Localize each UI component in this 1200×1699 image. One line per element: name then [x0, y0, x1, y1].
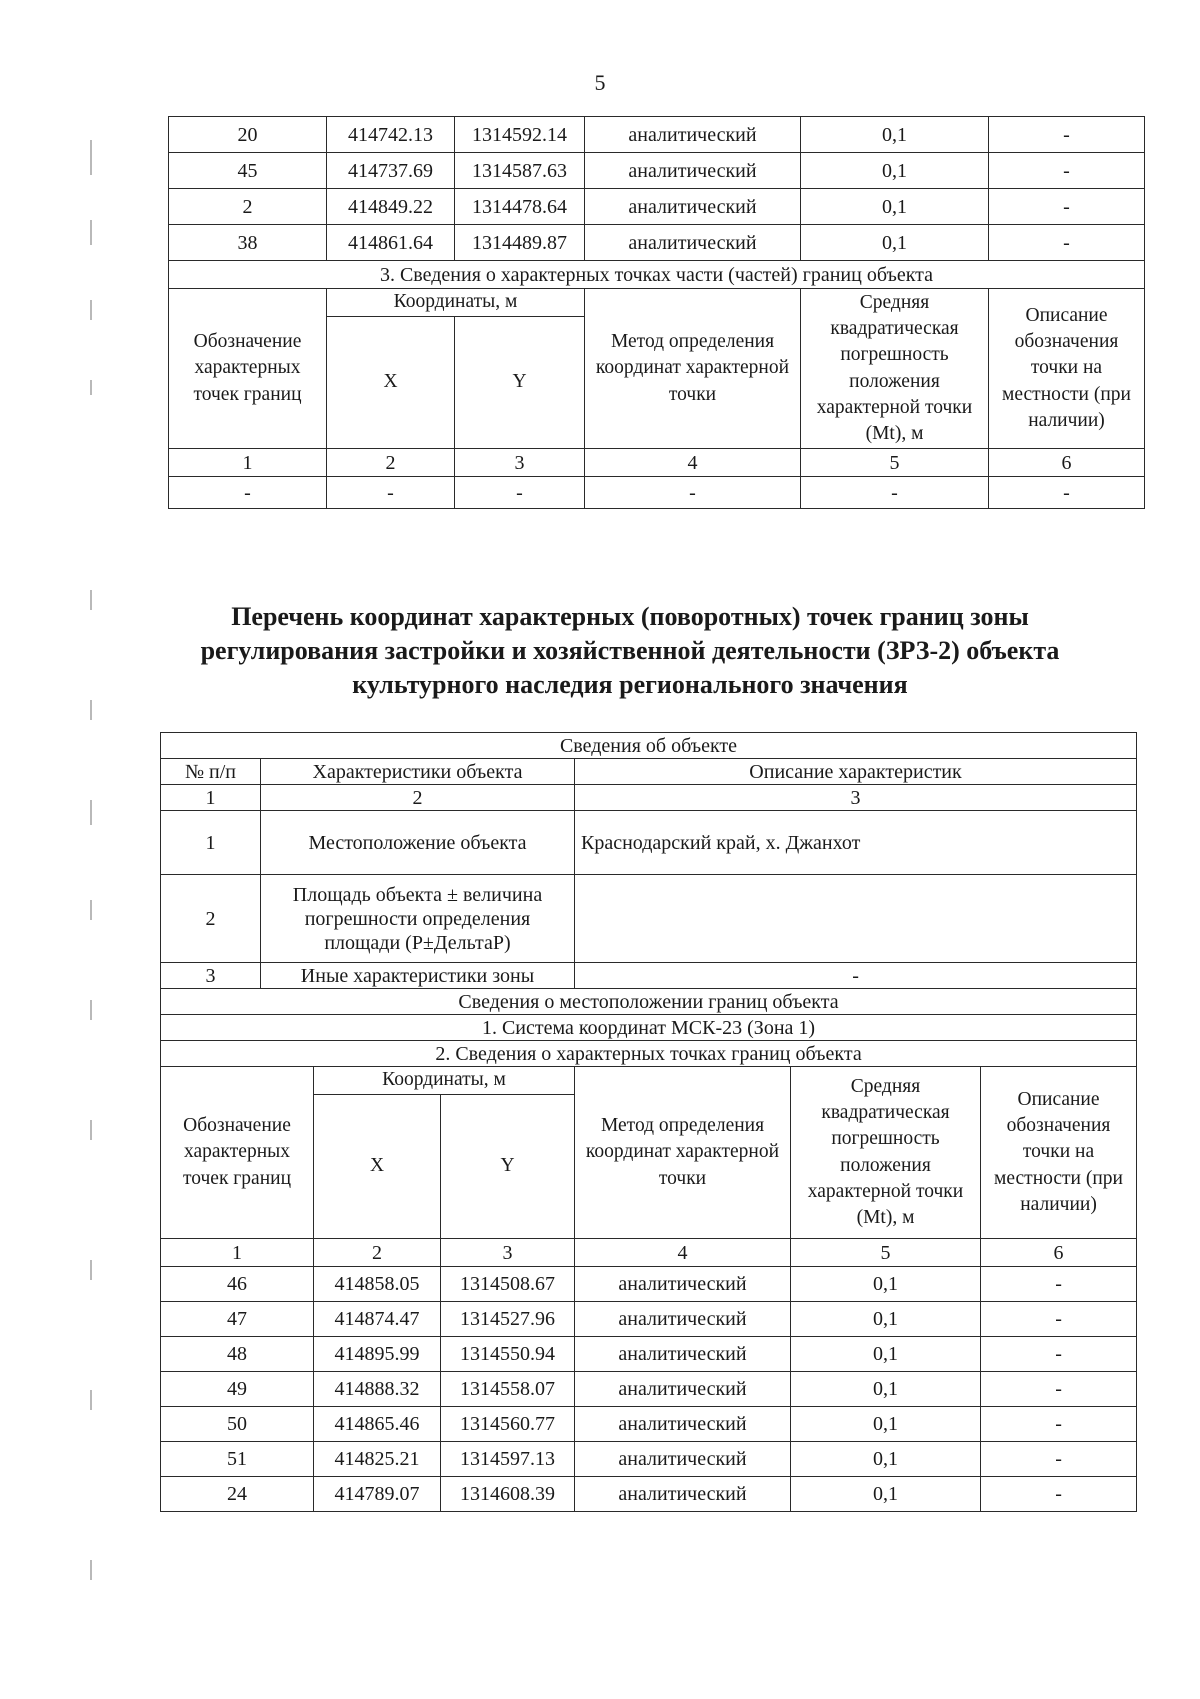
document-title: Перечень координат характерных (поворотных) точек границ зоны регулирования застройки и хозяйственной деятельности (ЗРЗ-2) объекта культурного наследия регионального значения [200, 602, 1060, 699]
margin-mark [90, 300, 92, 320]
coord-x: 414789.07 [314, 1477, 441, 1512]
header-row [161, 1067, 1137, 1095]
section-title: 3. Сведения о характерных точках части (частей) границ объекта [169, 261, 1145, 289]
column-number-row [161, 1239, 1137, 1267]
column-number: 4 [575, 1239, 791, 1267]
point-id: 47 [161, 1302, 314, 1337]
mt-value: 0,1 [791, 1442, 981, 1477]
header-no: № п/п [161, 759, 261, 785]
header-row [161, 759, 1137, 785]
margin-mark [90, 220, 92, 245]
column-number: 1 [161, 1239, 314, 1267]
column-number: 5 [791, 1239, 981, 1267]
column-number: 6 [981, 1239, 1137, 1267]
characteristic-value: - [575, 963, 1137, 989]
header-point: Обозначение характерных точек границ [161, 1067, 314, 1239]
column-number: 2 [314, 1239, 441, 1267]
description: - [989, 117, 1145, 153]
coord-x: 414858.05 [314, 1267, 441, 1302]
table-row [169, 477, 1145, 509]
point-id: 45 [169, 153, 327, 189]
table-row [169, 153, 1145, 189]
column-number: 3 [575, 785, 1137, 811]
table-row [161, 1442, 1137, 1477]
column-number: 6 [989, 449, 1145, 477]
coord-y: 1314550.94 [441, 1337, 575, 1372]
description: - [981, 1267, 1137, 1302]
header-method: Метод определения координат характерной точки [575, 1067, 791, 1239]
row-no: 3 [161, 963, 261, 989]
margin-mark [90, 800, 92, 825]
header-desc: Описание обозначения точки на местности (при наличии) [981, 1067, 1137, 1239]
empty-cell: - [989, 477, 1145, 509]
header-coords: Координаты, м [327, 289, 585, 317]
characteristic-value [575, 875, 1137, 963]
point-id: 24 [161, 1477, 314, 1512]
section-title-row [161, 1015, 1137, 1041]
object-info-table [160, 732, 1137, 1512]
header-mt: Средняя квадратическая погрешность положения характерной точки (Mt), м [801, 289, 989, 449]
coord-y: 1314527.96 [441, 1302, 575, 1337]
column-number-row [161, 785, 1137, 811]
empty-cell: - [801, 477, 989, 509]
table-row [161, 1302, 1137, 1337]
table-row [161, 1407, 1137, 1442]
coord-y: 1314508.67 [441, 1267, 575, 1302]
section-title: 2. Сведения о характерных точках границ объекта [161, 1041, 1137, 1067]
margin-mark [90, 1390, 92, 1410]
section-title-row [169, 261, 1145, 289]
point-id: 49 [161, 1372, 314, 1407]
coord-x: 414849.22 [327, 189, 455, 225]
description: - [981, 1407, 1137, 1442]
section-title: Сведения о местоположении границ объекта [161, 989, 1137, 1015]
coord-x: 414825.21 [314, 1442, 441, 1477]
section-title-row [161, 733, 1137, 759]
coord-y: 1314608.39 [441, 1477, 575, 1512]
coord-x: 414742.13 [327, 117, 455, 153]
section-title-row [161, 1041, 1137, 1067]
column-number: 4 [585, 449, 801, 477]
description: - [981, 1372, 1137, 1407]
coord-y: 1314587.63 [455, 153, 585, 189]
margin-mark [90, 590, 92, 610]
column-number: 2 [327, 449, 455, 477]
column-number: 2 [261, 785, 575, 811]
header-mt: Средняя квадратическая погрешность положения характерной точки (Mt), м [791, 1067, 981, 1239]
points-table-continued [168, 116, 1145, 509]
column-number: 1 [161, 785, 261, 811]
characteristic-value: Краснодарский край, х. Джанхот [575, 811, 1137, 875]
point-id: 48 [161, 1337, 314, 1372]
table-row [169, 225, 1145, 261]
description: - [981, 1302, 1137, 1337]
characteristic: Местоположение объекта [261, 811, 575, 875]
method: аналитический [575, 1407, 791, 1442]
table-row [161, 1337, 1137, 1372]
empty-cell: - [327, 477, 455, 509]
method: аналитический [585, 189, 801, 225]
description: - [981, 1442, 1137, 1477]
description: - [981, 1477, 1137, 1512]
margin-mark [90, 900, 92, 920]
header-method: Метод определения координат характерной точки [585, 289, 801, 449]
coord-y: 1314597.13 [441, 1442, 575, 1477]
coordinate-system: 1. Система координат МСК-23 (Зона 1) [161, 1015, 1137, 1041]
point-id: 20 [169, 117, 327, 153]
coord-x: 414895.99 [314, 1337, 441, 1372]
section-title: Сведения об объекте [161, 733, 1137, 759]
column-number-row [169, 449, 1145, 477]
row-no: 1 [161, 811, 261, 875]
mt-value: 0,1 [801, 117, 989, 153]
mt-value: 0,1 [791, 1267, 981, 1302]
table-row [161, 963, 1137, 989]
point-id: 50 [161, 1407, 314, 1442]
margin-mark [90, 1120, 92, 1140]
coord-x: 414874.47 [314, 1302, 441, 1337]
description: - [989, 153, 1145, 189]
table-row [169, 117, 1145, 153]
column-number: 3 [441, 1239, 575, 1267]
method: аналитический [575, 1302, 791, 1337]
method: аналитический [575, 1337, 791, 1372]
mt-value: 0,1 [801, 225, 989, 261]
header-x: X [327, 317, 455, 449]
header-characteristics: Характеристики объекта [261, 759, 575, 785]
coord-x: 414888.32 [314, 1372, 441, 1407]
header-point: Обозначение характерных точек границ [169, 289, 327, 449]
margin-mark [90, 1560, 92, 1580]
description: - [989, 225, 1145, 261]
table-row [169, 189, 1145, 225]
method: аналитический [575, 1477, 791, 1512]
point-id: 38 [169, 225, 327, 261]
empty-cell: - [455, 477, 585, 509]
empty-cell: - [585, 477, 801, 509]
table-row [161, 1372, 1137, 1407]
coord-x: 414737.69 [327, 153, 455, 189]
coord-y: 1314592.14 [455, 117, 585, 153]
header-row [169, 289, 1145, 317]
empty-cell: - [169, 477, 327, 509]
margin-mark [90, 1000, 92, 1020]
column-number: 1 [169, 449, 327, 477]
coord-x: 414861.64 [327, 225, 455, 261]
header-desc: Описание обозначения точки на местности (при наличии) [989, 289, 1145, 449]
table-row [161, 1477, 1137, 1512]
method: аналитический [575, 1372, 791, 1407]
characteristic: Иные характеристики зоны [261, 963, 575, 989]
method: аналитический [585, 225, 801, 261]
row-no: 2 [161, 875, 261, 963]
margin-mark [90, 700, 92, 720]
column-number: 5 [801, 449, 989, 477]
page-number: 5 [594, 70, 606, 95]
margin-mark [90, 140, 92, 175]
mt-value: 0,1 [791, 1372, 981, 1407]
coord-y: 1314478.64 [455, 189, 585, 225]
method: аналитический [585, 117, 801, 153]
column-number: 3 [455, 449, 585, 477]
point-id: 46 [161, 1267, 314, 1302]
coord-y: 1314558.07 [441, 1372, 575, 1407]
header-x: X [314, 1095, 441, 1239]
method: аналитический [585, 153, 801, 189]
margin-mark [90, 1260, 92, 1280]
table-row [161, 1267, 1137, 1302]
header-description: Описание характеристик [575, 759, 1137, 785]
mt-value: 0,1 [801, 189, 989, 225]
mt-value: 0,1 [791, 1407, 981, 1442]
table-row [161, 875, 1137, 963]
section-title-row [161, 989, 1137, 1015]
coord-x: 414865.46 [314, 1407, 441, 1442]
coord-y: 1314560.77 [441, 1407, 575, 1442]
point-id: 51 [161, 1442, 314, 1477]
header-coords: Координаты, м [314, 1067, 575, 1095]
method: аналитический [575, 1442, 791, 1477]
method: аналитический [575, 1267, 791, 1302]
header-y: Y [441, 1095, 575, 1239]
mt-value: 0,1 [791, 1477, 981, 1512]
mt-value: 0,1 [791, 1337, 981, 1372]
mt-value: 0,1 [791, 1302, 981, 1337]
margin-mark [90, 380, 92, 395]
header-y: Y [455, 317, 585, 449]
description: - [981, 1337, 1137, 1372]
mt-value: 0,1 [801, 153, 989, 189]
characteristic: Площадь объекта ± величина погрешности определения площади (P±ДельтаP) [261, 875, 575, 963]
table-row [161, 811, 1137, 875]
coord-y: 1314489.87 [455, 225, 585, 261]
point-id: 2 [169, 189, 327, 225]
description: - [989, 189, 1145, 225]
